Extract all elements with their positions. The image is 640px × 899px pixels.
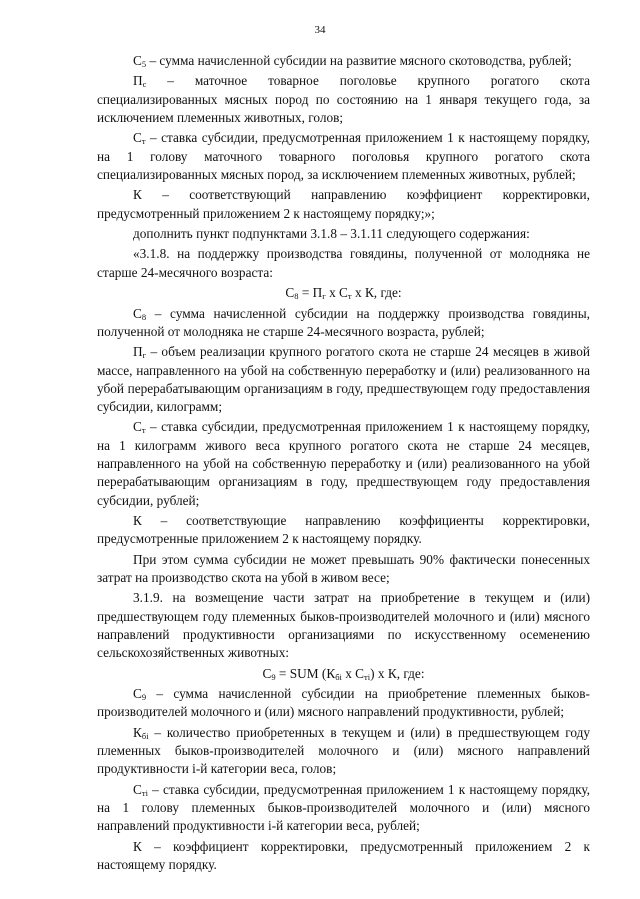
subscript: бi (141, 730, 149, 741)
subscript: бi (335, 671, 342, 682)
text-run: = SUM (К (275, 665, 336, 681)
formula-line (97, 284, 590, 302)
paragraph (97, 343, 590, 416)
text-run: х С (341, 665, 365, 681)
text-run: – ставка субсидии, предусмотренная приложением 1 к настоящему порядку, на 1 килограмм живого веса крупного рогатого скота не старше 24 месяцев, направленного на убой на собственную переработку и (или) реализованного на убой перерабатывающим организациям в году, предшествующем году предоставления субсидии, рублей; (97, 419, 590, 508)
text-run: К (133, 724, 142, 740)
text-run: П (133, 73, 143, 89)
text-run: – ставка субсидии, предусмотренная приложением 1 к настоящему порядку, на 1 голову маточного товарного поголовья крупного рогатого скота специализированных мясных пород, за исключением племенных животных, рублей; (97, 130, 590, 182)
subscript: 5 (141, 59, 147, 69)
text-run: С (133, 419, 142, 435)
subscript: с (142, 79, 147, 90)
text-run: х С (325, 285, 348, 301)
paragraph (97, 589, 590, 662)
subscript: 9 (271, 671, 276, 682)
paragraph (97, 129, 590, 184)
text-run: – сумма начисленной субсидии на приобретение племенных быков-производителей молочного и (или) мясного направлений продуктивности, рублей; (97, 686, 590, 720)
paragraph (97, 512, 590, 549)
subscript: т (347, 291, 352, 302)
subscript: г (142, 350, 147, 361)
text-run: – объем реализации крупного рогатого скота не старше 24 месяцев в живой массе, направленного на убой на собственную переработку и (или) реализованного на убой перерабатывающим организациям в году, предшествующем году предоставления субсидии, килограмм; (97, 344, 590, 415)
paragraph (97, 418, 590, 509)
subscript: т (141, 425, 146, 436)
text-run: С (133, 686, 142, 702)
paragraph (97, 838, 590, 875)
text-run: – ставка субсидии, предусмотренная приложением 1 к настоящему порядку, на 1 голову племенных быков-производителей молочного и (или) мясного направлений продуктивности i-й категории веса, рублей; (97, 781, 590, 834)
paragraph (97, 781, 590, 836)
text-run: К – соответствующий направлению коэффициент корректировки, предусмотренный приложением 2 к настоящему порядку;»; (97, 187, 590, 221)
text-run: дополнить пункт подпунктами 3.1.8 – 3.1.11 следующего содержания: (133, 226, 530, 242)
subscript: 9 (141, 692, 147, 703)
text-run: «3.1.8. на поддержку производства говядины, полученной от молодняка не старше 24-месячного возраста: (97, 246, 590, 280)
text-run: К – соответствующие направлению коэффициенты корректировки, предусмотренные приложением 2 к настоящему порядку. (97, 513, 590, 547)
paragraph (97, 225, 590, 243)
formula-line (97, 665, 590, 683)
text-run: С (262, 665, 272, 681)
paragraph (97, 245, 590, 282)
text-run: = П (298, 285, 323, 301)
paragraph (97, 72, 590, 127)
text-run: С (133, 130, 142, 146)
text-run: С (285, 285, 295, 301)
subscript: г (322, 291, 326, 302)
paragraph (97, 305, 590, 342)
text-run: С (133, 781, 142, 797)
page-number: 34 (314, 24, 326, 36)
paragraph (97, 186, 590, 223)
paragraph (97, 52, 590, 70)
paragraph (97, 685, 590, 722)
subscript: тi (364, 671, 371, 682)
text-run: – сумма начисленной субсидии на поддержку производства говядины, полученной от молодняка не старше 24-месячного возраста, рублей; (97, 305, 590, 339)
text-run: ) х К, где: (370, 665, 425, 681)
document-body (97, 52, 590, 876)
text-run: х К, где: (351, 285, 402, 301)
subscript: 8 (141, 311, 147, 322)
text-run: – маточное товарное поголовье крупного рогатого скота специализированных мясных пород по состоянию на 1 января текущего года, за исключением племенных животных, голов; (97, 73, 590, 125)
text-run: При этом сумма субсидии не может превышать 90% фактически понесенных затрат на производство скота на убой в живом весе; (97, 551, 590, 586)
text-run: П (133, 344, 143, 360)
text-run: К – коэффициент корректировки, предусмотренный приложением 2 к настоящему порядку. (97, 838, 590, 873)
paragraph (97, 724, 590, 779)
subscript: т (141, 136, 146, 147)
text-run: – количество приобретенных в текущем и (или) в предшествующем году племенных быков-производителей молочного и (или) мясного направлений продуктивности i-й категории веса, голов; (97, 724, 590, 777)
text-run: – сумма начисленной субсидии на развитие мясного скотоводства, рублей; (146, 53, 572, 68)
subscript: 8 (294, 291, 299, 302)
text-run: 3.1.9. на возмещение части затрат на приобретение в текущем и (или) предшествующем году племенных быков-производителей молочного и (или) мясного направлений продуктивности организациями по искусственному осеменению сельскохозяйственных животных: (97, 590, 590, 661)
text-run: С (133, 305, 142, 321)
paragraph (97, 551, 590, 588)
text-run: С (133, 53, 142, 68)
subscript: тi (141, 787, 148, 798)
